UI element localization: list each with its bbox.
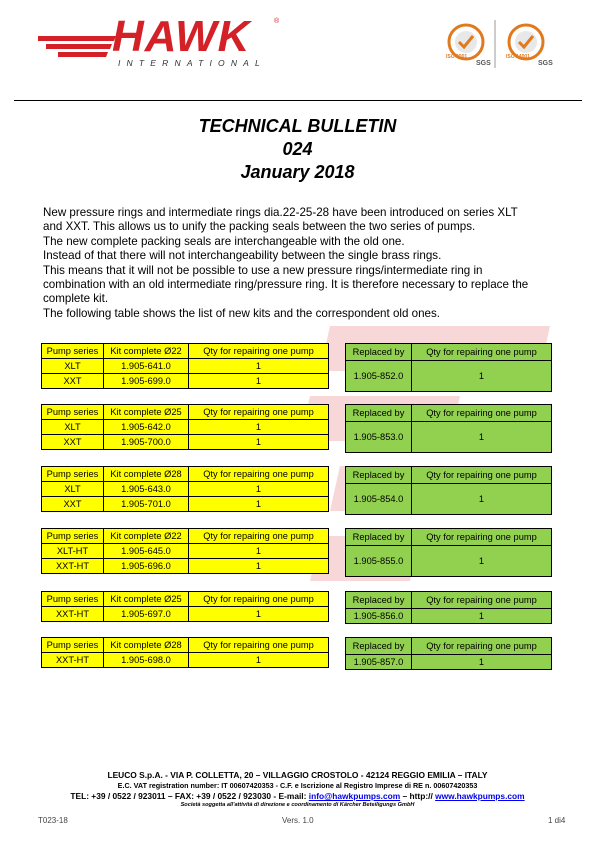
replaced-table-5 <box>345 591 552 624</box>
bulletin-title: TECHNICAL BULLETIN <box>198 116 397 136</box>
header-replaced-by: Replaced by <box>346 638 412 655</box>
header-qty: Qty for repairing one pump <box>412 405 552 422</box>
header-pump-series: Pump series <box>42 592 104 607</box>
cell-qty: 1 <box>189 544 329 559</box>
body-line: combination with an old intermediate ring/pressure ring. It is therefore necessary to replace the <box>43 278 529 292</box>
table-header-row <box>42 467 329 482</box>
body-line: The new complete packing seals are interchangeable with the old one. <box>43 234 405 248</box>
table-row <box>346 422 552 453</box>
table-row <box>42 497 329 512</box>
cell-qty: 1 <box>412 546 552 577</box>
table-header-row <box>346 638 552 655</box>
table-row <box>346 361 552 392</box>
table-row <box>42 359 329 374</box>
table-row <box>346 546 552 577</box>
cell-pump-series: XXT-HT <box>42 607 104 622</box>
body-line: New pressure rings and intermediate rings dia.22-25-28 have been introduced on series XLT <box>43 206 518 219</box>
cell-qty: 1 <box>412 655 552 670</box>
cell-pump-series: XXT <box>42 435 104 450</box>
header-qty: Qty for repairing one pump <box>412 467 552 484</box>
header-replaced-by: Replaced by <box>346 467 412 484</box>
logo-text: HAWK <box>112 12 251 61</box>
cell-qty: 1 <box>189 653 329 668</box>
replaced-table-1 <box>345 343 552 392</box>
cell-qty: 1 <box>412 609 552 624</box>
body-line: Instead of that there will not interchangeability between the single brass rings. <box>43 249 442 263</box>
bulletin-number: 024 <box>282 139 313 159</box>
replaced-table-4 <box>345 528 552 577</box>
kit-table-5 <box>41 591 329 622</box>
cell-kit-code: 1.905-645.0 <box>104 544 189 559</box>
cell-qty: 1 <box>412 422 552 453</box>
cell-kit-code: 1.905-701.0 <box>104 497 189 512</box>
table-header-row <box>42 529 329 544</box>
table-row <box>42 607 329 622</box>
table-row <box>346 655 552 670</box>
replaced-table-3 <box>345 466 552 515</box>
table-header-row <box>42 344 329 359</box>
cell-qty: 1 <box>189 559 329 574</box>
cell-pump-series: XXT-HT <box>42 653 104 668</box>
cell-replaced-code: 1.905-853.0 <box>346 422 412 453</box>
table-header-row <box>346 592 552 609</box>
cell-kit-code: 1.905-642.0 <box>104 420 189 435</box>
table-row <box>42 482 329 497</box>
footer-contacts <box>0 791 595 801</box>
logo-subtitle: INTERNATIONAL <box>118 58 266 68</box>
cell-qty: 1 <box>189 607 329 622</box>
table-header-row <box>42 638 329 653</box>
cell-kit-code: 1.905-641.0 <box>104 359 189 374</box>
header-replaced-by: Replaced by <box>346 405 412 422</box>
cell-kit-code: 1.905-696.0 <box>104 559 189 574</box>
cell-pump-series: XLT-HT <box>42 544 104 559</box>
certification-badges <box>442 18 562 72</box>
body-line: complete kit. <box>43 292 109 306</box>
table-row <box>42 559 329 574</box>
header-qty: Qty for repairing one pump <box>189 344 329 359</box>
cell-qty: 1 <box>189 374 329 389</box>
body-line: The following table shows the list of new kits and the correspondent old ones. <box>43 306 440 320</box>
kit-table-6 <box>41 637 329 668</box>
cell-kit-code: 1.905-699.0 <box>104 374 189 389</box>
cell-replaced-code: 1.905-857.0 <box>346 655 412 670</box>
kit-table-3 <box>41 466 329 512</box>
cell-qty: 1 <box>189 435 329 450</box>
header-qty: Qty for repairing one pump <box>189 405 329 420</box>
table-row <box>42 420 329 435</box>
footer-http-label: – http:// <box>400 791 436 801</box>
table-header-row <box>346 467 552 484</box>
cell-replaced-code: 1.905-856.0 <box>346 609 412 624</box>
cert-label-2: SGS <box>538 60 553 67</box>
replaced-table-6 <box>345 637 552 670</box>
table-header-row <box>346 344 552 361</box>
table-row <box>42 544 329 559</box>
table-row <box>42 435 329 450</box>
header-pump-series: Pump series <box>42 467 104 482</box>
cell-kit-code: 1.905-700.0 <box>104 435 189 450</box>
bulletin-date: January 2018 <box>240 162 355 182</box>
cell-pump-series: XXT <box>42 374 104 389</box>
page-number: 1 di4 <box>548 816 566 825</box>
doc-code: T023-18 <box>38 816 68 825</box>
cell-pump-series: XLT <box>42 359 104 374</box>
cell-qty: 1 <box>189 359 329 374</box>
kit-table-2 <box>41 404 329 450</box>
cell-kit-code: 1.905-697.0 <box>104 607 189 622</box>
cell-pump-series: XLT <box>42 482 104 497</box>
cell-replaced-code: 1.905-852.0 <box>346 361 412 392</box>
body-line: This means that it will not be possible to use a new pressure rings/intermediate ring in <box>43 263 483 277</box>
footer-vat: E.C. VAT registration number: IT 00607420353 - C.F. e Iscrizione al Registro Imprese di RE n. 00607420353 <box>117 781 478 790</box>
logo-registered-mark: ® <box>274 18 280 25</box>
table-row <box>346 609 552 624</box>
cert-badge-2: ISO 14001 <box>506 54 530 60</box>
header-replaced-by: Replaced by <box>346 529 412 546</box>
footer-phone-fax: TEL: +39 / 0522 / 923011 – FAX: +39 / 0522 / 923030 - E-mail: <box>70 791 309 801</box>
table-row <box>42 374 329 389</box>
footer-ownership-note: Società soggetta all'attività di direzione e coordinamento di Kärcher Beteiligungs GmbH <box>180 802 415 808</box>
table-row <box>42 653 329 668</box>
cell-qty: 1 <box>189 420 329 435</box>
cell-pump-series: XXT <box>42 497 104 512</box>
header-qty: Qty for repairing one pump <box>412 529 552 546</box>
header-qty: Qty for repairing one pump <box>189 592 329 607</box>
footer-website-link[interactable]: www.hawkpumps.com <box>435 791 525 801</box>
header-replaced-by: Replaced by <box>346 344 412 361</box>
header-kit-complete: Kit complete Ø28 <box>104 638 189 653</box>
table-row <box>346 484 552 515</box>
header-kit-complete: Kit complete Ø25 <box>104 592 189 607</box>
header-qty: Qty for repairing one pump <box>189 529 329 544</box>
cell-qty: 1 <box>412 361 552 392</box>
header-replaced-by: Replaced by <box>346 592 412 609</box>
header-kit-complete: Kit complete Ø22 <box>104 344 189 359</box>
body-line: and XXT. This allows us to unify the packing seals between the two series of pumps. <box>43 220 476 234</box>
cell-replaced-code: 1.905-855.0 <box>346 546 412 577</box>
kit-table-1 <box>41 343 329 389</box>
table-header-row <box>42 405 329 420</box>
header-kit-complete: Kit complete Ø22 <box>104 529 189 544</box>
header-qty: Qty for repairing one pump <box>412 344 552 361</box>
header-qty: Qty for repairing one pump <box>412 638 552 655</box>
cell-qty: 1 <box>412 484 552 515</box>
header-pump-series: Pump series <box>42 344 104 359</box>
cert-label-1: SGS <box>476 60 491 67</box>
doc-version: Vers. 1.0 <box>282 816 314 825</box>
header-qty: Qty for repairing one pump <box>189 467 329 482</box>
footer-email-link[interactable]: info@hawkpumps.com <box>308 791 401 801</box>
replaced-table-2 <box>345 404 552 453</box>
cell-kit-code: 1.905-698.0 <box>104 653 189 668</box>
kit-table-4 <box>41 528 329 574</box>
cell-replaced-code: 1.905-854.0 <box>346 484 412 515</box>
cert-badge-1: ISO 9001 <box>446 54 468 60</box>
cell-kit-code: 1.905-643.0 <box>104 482 189 497</box>
header-kit-complete: Kit complete Ø28 <box>104 467 189 482</box>
header-pump-series: Pump series <box>42 405 104 420</box>
table-header-row <box>42 592 329 607</box>
cell-qty: 1 <box>189 497 329 512</box>
cell-qty: 1 <box>189 482 329 497</box>
header-qty: Qty for repairing one pump <box>189 638 329 653</box>
cell-pump-series: XXT-HT <box>42 559 104 574</box>
bulletin-body <box>43 206 563 321</box>
cell-pump-series: XLT <box>42 420 104 435</box>
footer-company-address: LEUCO S.p.A. - VIA P. COLLETTA, 20 – VILLAGGIO CROSTOLO - 42124 REGGIO EMILIA – ITALY <box>107 770 488 780</box>
header-divider <box>14 100 582 101</box>
header-qty: Qty for repairing one pump <box>412 592 552 609</box>
header-pump-series: Pump series <box>42 638 104 653</box>
header-kit-complete: Kit complete Ø25 <box>104 405 189 420</box>
table-header-row <box>346 529 552 546</box>
header-pump-series: Pump series <box>42 529 104 544</box>
table-header-row <box>346 405 552 422</box>
